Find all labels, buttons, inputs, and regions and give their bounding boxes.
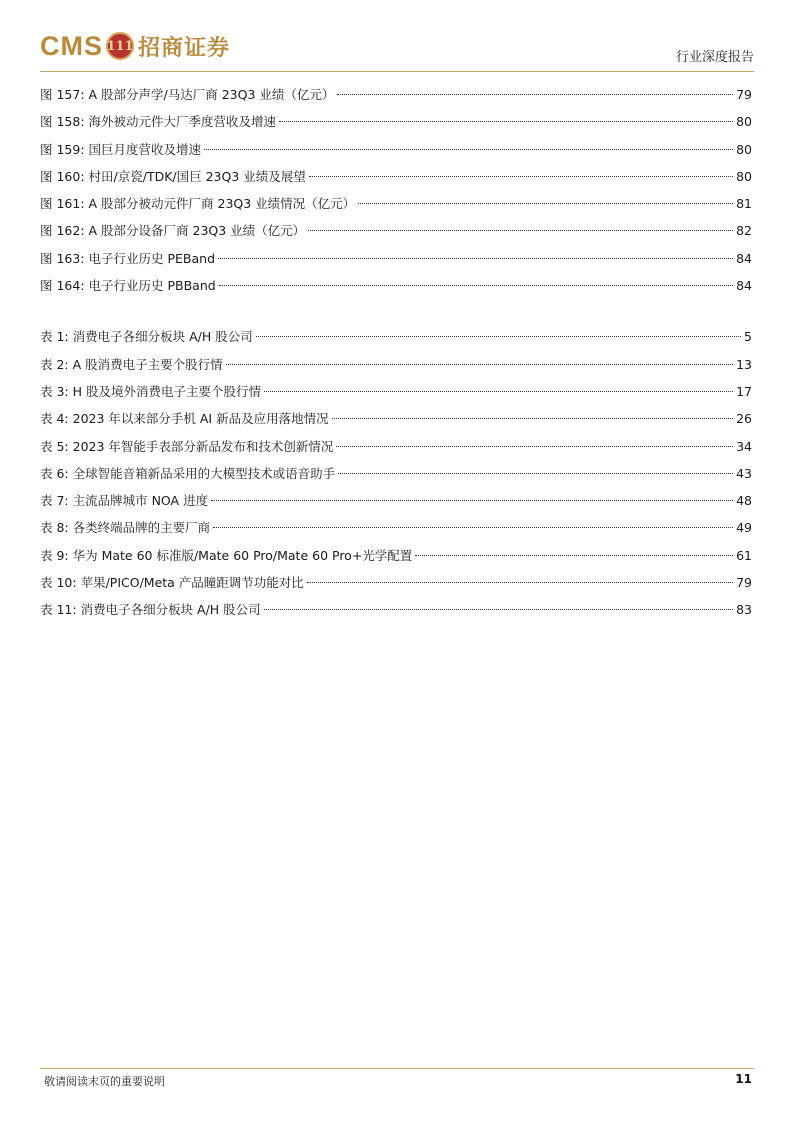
toc-leader [309, 176, 733, 177]
toc-entry-page: 84 [736, 250, 752, 266]
toc-entry-label: 表 7: 主流品牌城市 NOA 进度 [40, 493, 209, 509]
toc-leader [307, 582, 733, 583]
toc-entry-label: 图 163: 电子行业历史 PEBand [40, 250, 216, 266]
toc-leader [213, 527, 733, 528]
toc-leader [338, 473, 733, 474]
header-divider [40, 71, 754, 72]
report-type-label: 行业深度报告 [675, 50, 754, 65]
toc-entry-label: 表 3: H 股及境外消费电子主要个股行情 [40, 383, 261, 399]
cms-logo [40, 26, 230, 66]
toc-entry-page: 84 [736, 278, 752, 294]
toc-entry-page: 82 [736, 223, 752, 239]
section-spacer [40, 302, 752, 326]
toc-leader [279, 121, 733, 122]
toc-entry[interactable] [40, 545, 752, 572]
toc-entry-page: 17 [736, 383, 752, 399]
footer-disclaimer: 敬请阅读末页的重要说明 [44, 1075, 165, 1088]
toc-leader [264, 609, 733, 610]
toc-entry-page: 61 [736, 547, 752, 563]
toc-entry[interactable] [40, 248, 752, 275]
figure-list [40, 84, 752, 302]
toc-entry-page: 48 [736, 493, 752, 509]
toc-leader [218, 258, 733, 259]
toc-entry-label: 图 160: 村田/京瓷/TDK/国巨 23Q3 业绩及展望 [40, 168, 306, 184]
toc-entry[interactable] [40, 275, 752, 302]
page-number: 11 [735, 1072, 752, 1086]
toc-entry-label: 表 4: 2023 年以来部分手机 AI 新品及应用落地情况 [40, 411, 329, 427]
toc-entry-label: 图 164: 电子行业历史 PBBand [40, 278, 216, 294]
toc-entry[interactable] [40, 193, 752, 220]
toc-entry-page: 80 [736, 141, 752, 157]
logo-emblem-icon: 111 [106, 32, 134, 60]
toc-entry[interactable] [40, 220, 752, 247]
table-of-contents [40, 84, 752, 627]
toc-leader [219, 285, 733, 286]
toc-entry[interactable] [40, 354, 752, 381]
toc-leader [415, 555, 733, 556]
toc-leader [256, 336, 741, 337]
toc-entry[interactable] [40, 463, 752, 490]
toc-leader [204, 149, 733, 150]
toc-entry-page: 34 [736, 438, 752, 454]
toc-entry-label: 表 6: 全球智能音箱新品采用的大模型技术或语音助手 [40, 465, 336, 481]
toc-entry-label: 表 8: 各类终端品牌的主要厂商 [40, 520, 211, 536]
toc-entry[interactable] [40, 517, 752, 544]
toc-entry-label: 表 1: 消费电子各细分板块 A/H 股公司 [40, 329, 253, 345]
toc-entry-page: 26 [736, 411, 752, 427]
toc-entry-label: 表 2: A 股消费电子主要个股行情 [40, 356, 223, 372]
toc-entry[interactable] [40, 599, 752, 626]
toc-entry[interactable] [40, 436, 752, 463]
toc-leader [308, 230, 733, 231]
toc-entry[interactable] [40, 326, 752, 353]
toc-entry[interactable] [40, 490, 752, 517]
toc-entry-page: 13 [736, 356, 752, 372]
toc-entry[interactable] [40, 166, 752, 193]
toc-entry-page: 80 [736, 114, 752, 130]
toc-entry-label: 表 9: 华为 Mate 60 标准版/Mate 60 Pro/Mate 60 Pro+光学配置 [40, 547, 413, 563]
toc-leader [358, 203, 733, 204]
toc-entry-label: 表 5: 2023 年智能手表部分新品发布和技术创新情况 [40, 438, 334, 454]
toc-leader [336, 446, 733, 447]
toc-entry-page: 83 [736, 602, 752, 618]
logo-cms-text: CMS [40, 30, 103, 61]
toc-entry-label: 图 162: A 股部分设备厂商 23Q3 业绩（亿元） [40, 223, 306, 239]
toc-entry[interactable] [40, 139, 752, 166]
toc-entry[interactable] [40, 111, 752, 138]
toc-leader [211, 500, 733, 501]
toc-entry-label: 表 11: 消费电子各细分板块 A/H 股公司 [40, 602, 261, 618]
toc-entry[interactable] [40, 84, 752, 111]
toc-entry[interactable] [40, 572, 752, 599]
toc-leader [337, 94, 733, 95]
toc-leader [332, 418, 734, 419]
footer-divider [40, 1068, 754, 1069]
toc-leader [264, 391, 733, 392]
page-header [40, 22, 754, 72]
toc-entry-label: 图 157: A 股部分声学/马达厂商 23Q3 业绩（亿元） [40, 87, 335, 102]
toc-entry-label: 图 158: 海外被动元件大厂季度营收及增速 [40, 114, 277, 130]
toc-entry-page: 81 [736, 196, 752, 212]
toc-entry-label: 图 159: 国巨月度营收及增速 [40, 141, 202, 157]
toc-entry[interactable] [40, 381, 752, 408]
toc-entry-page: 79 [736, 87, 752, 102]
logo-company-name: 招商证券 [138, 34, 231, 61]
toc-entry-page: 49 [736, 520, 752, 536]
toc-entry-page: 80 [736, 168, 752, 184]
toc-entry-label: 图 161: A 股部分被动元件厂商 23Q3 业绩情况（亿元） [40, 196, 356, 212]
toc-leader [226, 364, 733, 365]
toc-entry[interactable] [40, 408, 752, 435]
toc-entry-page: 43 [736, 465, 752, 481]
toc-entry-page: 5 [744, 329, 752, 345]
toc-entry-page: 79 [736, 575, 752, 591]
toc-entry-label: 表 10: 苹果/PICO/Meta 产品瞳距调节功能对比 [40, 575, 304, 591]
table-list [40, 326, 752, 626]
